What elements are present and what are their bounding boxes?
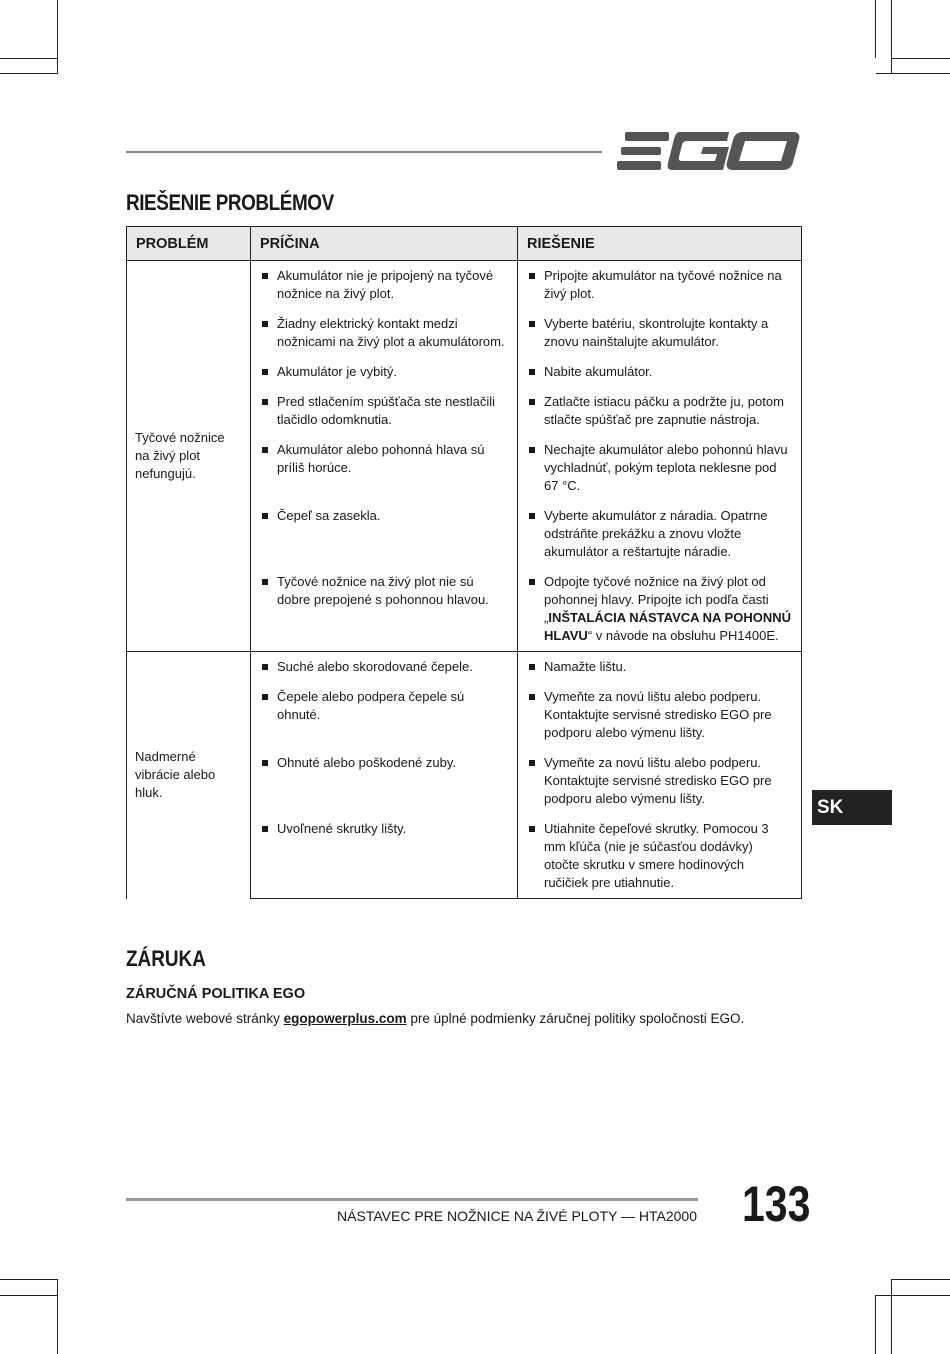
bullet-icon	[529, 369, 535, 375]
crop-mark	[892, 58, 950, 59]
table-header-row	[127, 227, 802, 261]
crop-mark	[892, 1279, 950, 1280]
cause-cell: Akumulátor alebo pohonná hlava sú príliš horúce.	[251, 435, 518, 501]
solution-cell: Vyberte batériu, skontrolujte kontakty a znovu nainštalujte akumulátor.	[518, 309, 802, 357]
troubleshooting-table	[126, 226, 802, 899]
cause-cell: Čepele alebo podpera čepele sú ohnuté.	[251, 682, 518, 748]
bullet-icon	[262, 447, 268, 453]
footer-rule	[126, 1198, 698, 1201]
cause-cell: Akumulátor nie je pripojený na tyčové nožnice na živý plot.	[251, 261, 518, 310]
warranty-title: ZÁRUKA	[126, 946, 206, 971]
bullet-icon	[262, 321, 268, 327]
bullet-icon	[529, 399, 535, 405]
problem-cell: Nadmerné vibrácie alebo hluk.	[127, 652, 251, 899]
solution-cell: Vymeňte za novú lištu alebo podperu. Kontaktujte servisné stredisko EGO pre podporu alebo výmenu lišty.	[518, 682, 802, 748]
language-tab: SK	[812, 790, 892, 825]
header-problem: PROBLÉM	[127, 227, 251, 261]
bullet-icon	[262, 369, 268, 375]
bullet-icon	[529, 579, 535, 585]
bullet-icon	[262, 826, 268, 832]
warranty-subtitle: ZÁRUČNÁ POLITIKA EGO	[126, 986, 306, 1002]
bullet-icon	[529, 321, 535, 327]
crop-mark	[57, 0, 58, 74]
table-row	[127, 261, 802, 310]
solution-cell: Utiahnite čepeľové skrutky. Pomocou 3 mm kľúča (nie je súčasťou dodávky) otočte skrutku v smere hodinových ručičiek pre utiahnutie.	[518, 814, 802, 899]
crop-mark	[876, 1295, 950, 1296]
crop-mark	[876, 73, 950, 74]
bullet-icon	[529, 664, 535, 670]
solution-cell: Namažte lištu.	[518, 652, 802, 683]
bullet-icon	[529, 826, 535, 832]
crop-mark	[57, 1279, 58, 1354]
crop-mark	[875, 1295, 876, 1354]
footer-text: NÁSTAVEC PRE NOŽNICE NA ŽIVÉ PLOTY — HTA2000	[337, 1208, 697, 1224]
bullet-icon	[262, 399, 268, 405]
cause-cell: Akumulátor je vybitý.	[251, 357, 518, 387]
bullet-icon	[262, 694, 268, 700]
header-cause: PRÍČINA	[251, 227, 518, 261]
cause-cell: Čepeľ sa zasekla.	[251, 501, 518, 567]
cause-cell: Pred stlačením spúšťača ste nestlačili tlačidlo odomknutia.	[251, 387, 518, 435]
bullet-icon	[529, 447, 535, 453]
problem-cell: Tyčové nožnice na živý plot nefungujú.	[127, 261, 251, 652]
table-row	[127, 652, 802, 683]
cause-cell: Ohnuté alebo poškodené zuby.	[251, 748, 518, 814]
bullet-icon	[262, 760, 268, 766]
page-number: 133	[742, 1176, 811, 1232]
cause-cell: Tyčové nožnice na živý plot nie sú dobre prepojené s pohonnou hlavou.	[251, 567, 518, 652]
bullet-icon	[262, 513, 268, 519]
solution-cell: Nabite akumulátor.	[518, 357, 802, 387]
crop-mark	[875, 0, 876, 58]
crop-mark	[0, 1279, 58, 1280]
cause-cell: Suché alebo skorodované čepele.	[251, 652, 518, 683]
cause-cell: Žiadny elektrický kontakt medzi nožnicami na živý plot a akumulátorom.	[251, 309, 518, 357]
solution-cell: Pripojte akumulátor na tyčové nožnice na živý plot.	[518, 261, 802, 310]
solution-cell: Nechajte akumulátor alebo pohonnú hlavu vychladnúť, pokým teplota neklesne pod 67 °C.	[518, 435, 802, 501]
solution-cell: Zatlačte istiacu páčku a podržte ju, potom stlačte spúšťač pre zapnutie nástroja.	[518, 387, 802, 435]
crop-mark	[891, 0, 892, 74]
ego-logo	[617, 130, 801, 172]
solution-cell: Vyberte akumulátor z náradia. Opatrne odstráňte prekážku a znovu vložte akumulátor a reštartujte náradie.	[518, 501, 802, 567]
bullet-icon	[262, 664, 268, 670]
bullet-icon	[529, 513, 535, 519]
solution-cell: Odpojte tyčové nožnice na živý plot od pohonnej hlavy. Pripojte ich podľa časti „INŠTALÁCIA NÁSTAVCA NA POHONNÚ HLAVU“ v návode na obsluhu PH1400E.	[518, 567, 802, 652]
crop-mark	[0, 1295, 58, 1296]
crop-mark	[0, 73, 57, 74]
crop-mark	[891, 1279, 892, 1354]
warranty-text: Navštívte webové stránky egopowerplus.com pre úplné podmienky záručnej politiky spoločnosti EGO.	[126, 1011, 745, 1026]
page-title: RIEŠENIE PROBLÉMOV	[126, 190, 334, 215]
bullet-icon	[262, 273, 268, 279]
bullet-icon	[262, 579, 268, 585]
header-rule	[126, 151, 602, 153]
crop-mark	[0, 58, 57, 59]
solution-cell: Vymeňte za novú lištu alebo podperu. Kontaktujte servisné stredisko EGO pre podporu alebo výmenu lišty.	[518, 748, 802, 814]
bullet-icon	[529, 694, 535, 700]
cause-cell: Uvoľnené skrutky lišty.	[251, 814, 518, 899]
bullet-icon	[529, 273, 535, 279]
warranty-link[interactable]: egopowerplus.com	[283, 1011, 407, 1026]
bullet-icon	[529, 760, 535, 766]
header-solution: RIEŠENIE	[518, 227, 802, 261]
